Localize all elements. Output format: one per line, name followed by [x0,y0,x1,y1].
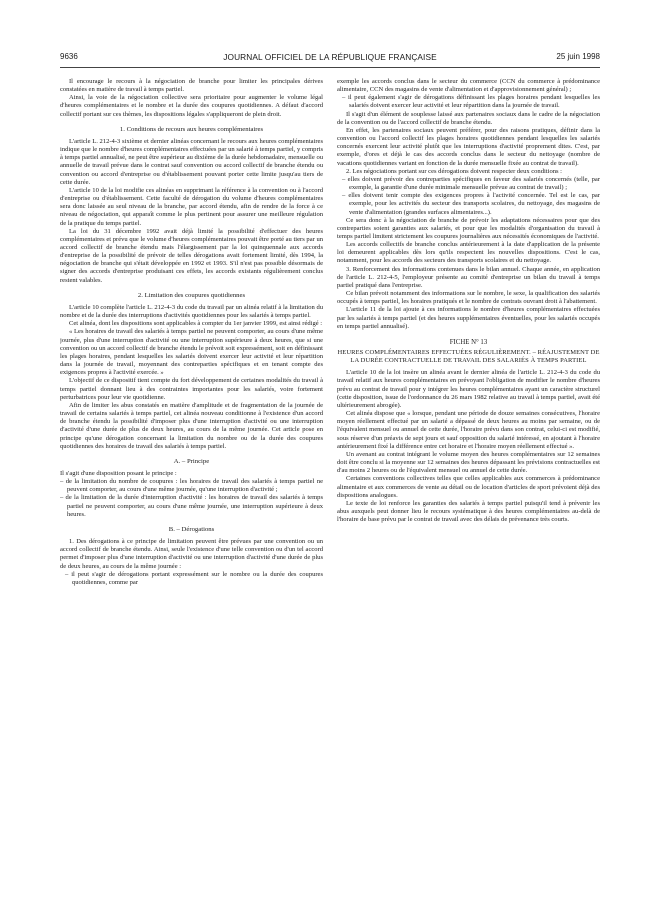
page-number: 9636 [60,52,78,61]
publication-date: 25 juin 1998 [556,52,600,61]
section-heading: A. – Principe [173,457,210,465]
paragraph: La loi du 31 décembre 1992 avait déjà limité la possibilité d'effectuer des heures complémentaires et prévu que le volume d'heures complémentaires pouvait être porté au tiers par un accord collectif de branche étendu mais l'élargissement par la loi quinquennale aux accords d'entreprise de la possibilité de prévoir de telles dérogations avait fortement limité, dès 1994, la négociation de branche qui s'était développée en 1992 et 1993. S'il n'est pas possible désormais de signer des accords d'entreprise produisant ces effets, les accords existants régulièrement conclus restent valables. [60,227,323,284]
paragraph: Ce sera donc à la négociation de branche de prévoir les adaptations nécessaires pour que des contreparties soient garanties aux salariés, et pour que les modalités d'organisation du travail à temps partiel limitent strictement les coupures journalières aux nécessités économiques de l'activité. [337,216,600,240]
header-rule [60,67,600,68]
paragraph: Ce bilan prévoit notamment des informations sur le nombre, le sexe, la qualification des salariés occupés à temps partiel, les horaires pratiqués et le nombre de contrats ouvrant droit à l'abattement. [337,290,600,306]
list-item: – de la limitation du nombre de coupures : les horaires de travail des salariés à temps partiel ne peuvent comporter, au cours d'une même journée, qu'une interruption d'activité ; [60,478,323,494]
left-column [60,78,323,890]
paragraph: Il s'agit d'une disposition posant le principe : [60,470,177,478]
fiche-title: HEURES COMPLÉMENTAIRES EFFECTUÉES RÉGULIÈREMENT. – RÉAJUSTEMENT DE LA DURÉE CONTRACTUELLE DE TRAVAIL DES SALARIÉS À TEMPS PARTIEL [337,349,600,365]
paragraph: Les accords collectifs de branche conclus antérieurement à la date d'application de la présente loi demeurent applicables dès lors qu'ils respectent les nouvelles dispositions. C'est le cas, notamment, pour les accords des secteurs des transports scolaires et du nettoyage. [337,241,600,265]
section-heading: 2. Limitation des coupures quotidiennes [137,291,246,299]
list-item: – de la limitation de la durée d'interruption d'activité : les horaires de travail des salariés à temps partiel ne peuvent comporter, au cours d'une même journée, une interruption supérieure à deux heures. [60,494,323,518]
list-item: – il peut également s'agir de dérogations définissant les plages horaires pendant lesquelles les salariés doivent exercer leur activité et leur répartition dans la journée de travail. [342,94,600,110]
paragraph: exemple les accords conclus dans le secteur du commerce (CCN du commerce à prédominance alimentaire, CCN des magasins de vente d'alimentation et d'approvisionnement général) ; [337,78,600,94]
paragraph: En effet, les partenaires sociaux peuvent préférer, pour des raisons pratiques, définir dans la convention ou l'accord collectif les plages horaires quotidiennes pendant lesquelles les salariés concernés exercent leur activité plutôt que les interruptions d'activité proprement dites. C'est, par exemple, d'ores et déjà le cas des accords conclus dans le secteur du nettoyage (nombre de vacations quotidiennes variant en fonction de la durée mensuelle fixée au contrat de travail). [337,126,600,167]
paragraph: Il s'agit d'un élément de souplesse laissé aux partenaires sociaux dans le cadre de la négociation de la convention ou de l'accord collectif de branche étendu. [337,110,600,126]
section-heading: 1. Conditions de recours aux heures complémentaires [119,125,264,133]
section-heading: B. – Dérogations [168,525,215,533]
list-item: – elles doivent prévoir des contreparties spécifiques en faveur des salariés concernés (telle, par exemple, la garantie d'une durée minimale mensuelle prévue au contrat de travail) ; [342,175,600,192]
list-item: – il peut s'agir de dérogations portant expressément sur le nombre ou la durée des coupures quotidiennes, comme par [65,570,323,586]
paragraph: L'objectif de ce dispositif tient compte du fort développement de certaines modalités du travail à temps partiel donnant lieu à des contraintes importantes pour les salariés, voire fortement perturbatrices pour leur vie quotidienne. [60,377,323,401]
paragraph: Certaines conventions collectives telles que celles applicables aux commerces à prédominance alimentaire et aux commerces de vente au détail ou de location d'articles de sport prévoient déjà des dispositions analogues. [337,475,600,499]
paragraph: Cet alinéa dispose que « lorsque, pendant une période de douze semaines consécutives, l'horaire moyen réellement effectué par un salarié a dépassé de deux heures au moins par semaine, ou de l'équivalent mensuel ou annuel de cette durée, l'horaire prévu dans son contrat, celui-ci est modifié, sous réserve d'un préavis de sept jours et sauf opposition du salarié intéressé, en ajoutant à l'horaire antérieurement fixé la différence entre cet horaire et l'horaire moyen réellement effectué ». [337,410,600,450]
paragraph: « Les horaires de travail des salariés à temps partiel ne peuvent comporter, au cours d'une même journée, plus d'une interruption d'activité ou une interruption supérieure à deux heures, que si une convention ou un accord collectif de branche étendu le prévoit soit expressément, soit en définissant les plages horaires, pendant lesquelles les salariés doivent exercer leur activité et leur répartition dans la journée de travail, moyennant des contreparties spécifiques et en tenant compte des exigences propres à l'activité exercée. » [60,328,323,377]
paragraph: L'article 10 de la loi insère un alinéa avant le dernier alinéa de l'article L. 212-4-3 du code du travail relatif aux heures complémentaires en prévoyant l'obligation de modifier le nombre d'heures prévu au contrat de travail pour y intégrer les heures complémentaires ayant un caractère structurel (cette disposition, issue de l'ordonnance du 26 mars 1982 relative au travail à temps partiel, avait été ultérieurement abrogée). [337,369,600,409]
paragraph: Cet alinéa, dont les dispositions sont applicables à compter du 1er janvier 1999, est ainsi rédigé : [69,320,323,328]
paragraph: Il encourage le recours à la négociation de branche pour limiter les principales dérives constatées en matière de travail à temps partiel. [60,78,323,94]
journal-title: JOURNAL OFFICIEL DE LA RÉPUBLIQUE FRANÇAISE [223,52,437,62]
paragraph: 3. Renforcement des informations contenues dans le bilan annuel. Chaque année, en application de l'article L. 212-4-5, l'employeur présente au comité d'entreprise un bilan du travail à temps partiel pratiqué dans l'entreprise. [337,265,600,289]
right-column [337,78,600,890]
paragraph: Un avenant au contrat intégrant le volume moyen des heures complémentaires sur 12 semaines doit être conclu si la moyenne sur 12 semaines des heures dépassant les prévisions contractuelles est d'au moins 2 heures ou de l'équivalent mensuel ou annuel de cette durée. [337,450,600,475]
paragraph: 1. Des dérogations à ce principe de limitation peuvent être prévues par une convention ou un accord collectif de branche étendu. Ainsi, seule l'existence d'une telle convention ou d'un tel accord permet d'imposer plus d'une interruption d'activité ou une interruption d'activité d'une durée de plus de deux heures, au cours de la même journée : [60,538,323,570]
paragraph: L'article 10 de la loi modifie ces alinéas en supprimant la référence à la convention ou à l'accord d'entreprise ou d'établissement. Cette faculté de dérogation du volume d'heures complémentaires sera donc laissée au seul niveau de la branche, par accord étendu, afin de rendre de la force à ce niveau de négociation, qui apparaît comme le plus pertinent pour assurer une meilleure régulation de la pratique du temps partiel. [60,186,323,227]
page-header [60,52,600,64]
paragraph: Afin de limiter les abus constatés en matière d'amplitude et de fragmentation de la journée de travail de certains salariés à temps partiel, cet alinéa nouveau conditionne à l'existence d'un accord de branche étendu la possibilité d'imposer plus d'une interruption d'activité ou une interruption d'activité d'une durée de plus de deux heures, au cours de la même journée. Cet article pose en principe qu'une dérogation concernant la limitation du nombre ou de la durée des coupures quotidiennes des horaires de travail des salariés à temps partiel. [60,401,323,450]
paragraph: L'article 11 de la loi ajoute à ces informations le nombre d'heures complémentaires effectuées par les salariés à temps partiel (et des heures supplémentaires éventuelles, pour les salariés occupés en temps partiel annualisé). [337,306,600,330]
fiche-number: FICHE N° 13 [449,338,488,346]
list-item: – elles doivent tenir compte des exigences propres à l'activité concernée. Tel est le cas, par exemple, pour les activités du secteur des transports scolaires, du nettoyage, des magasins de vente d'alimentation (grandes surfaces alimentaires...). [342,192,600,216]
paragraph: Ainsi, la voie de la négociation collective sera prioritaire pour augmenter le volume légal d'heures complémentaires et le nombre et la durée des coupures quotidiennes. A défaut d'accord collectif portant sur ces thèmes, les dispositions légales s'appliqueront de plein droit. [60,94,323,118]
paragraph: L'article 10 complète l'article L. 212-4-3 du code du travail par un alinéa relatif à la limitation du nombre et de la durée des interruptions d'activités quotidiennes pour les salariés à temps partiel. [60,304,323,320]
paragraph: 2. Les négociations portant sur ces dérogations doivent respecter deux conditions : [346,167,562,175]
paragraph: Le texte de loi renforce les garanties des salariés à temps partiel puisqu'il tend à prévenir les abus auxquels peut donner lieu le recours systématique à des heures complémentaires au-delà de l'horaire de base prévu par le contrat de travail avec des délais de prévenance très courts. [337,499,600,524]
paragraph: L'article L. 212-4-3 sixième et dernier alinéas concernant le recours aux heures complémentaires indique que le nombre d'heures complémentaires effectuées par un salarié à temps partiel, y compris à temps partiel annualisé, ne peut être supérieur au dixième de la durée hebdomadaire, mensuelle ou annuelle de travail prévue dans le contrat sauf convention ou accord collectif de branche étendu ou convention ou accord d'entreprise ou d'établissement pouvant porter cette limite jusqu'au tiers de cette durée. [60,137,323,186]
